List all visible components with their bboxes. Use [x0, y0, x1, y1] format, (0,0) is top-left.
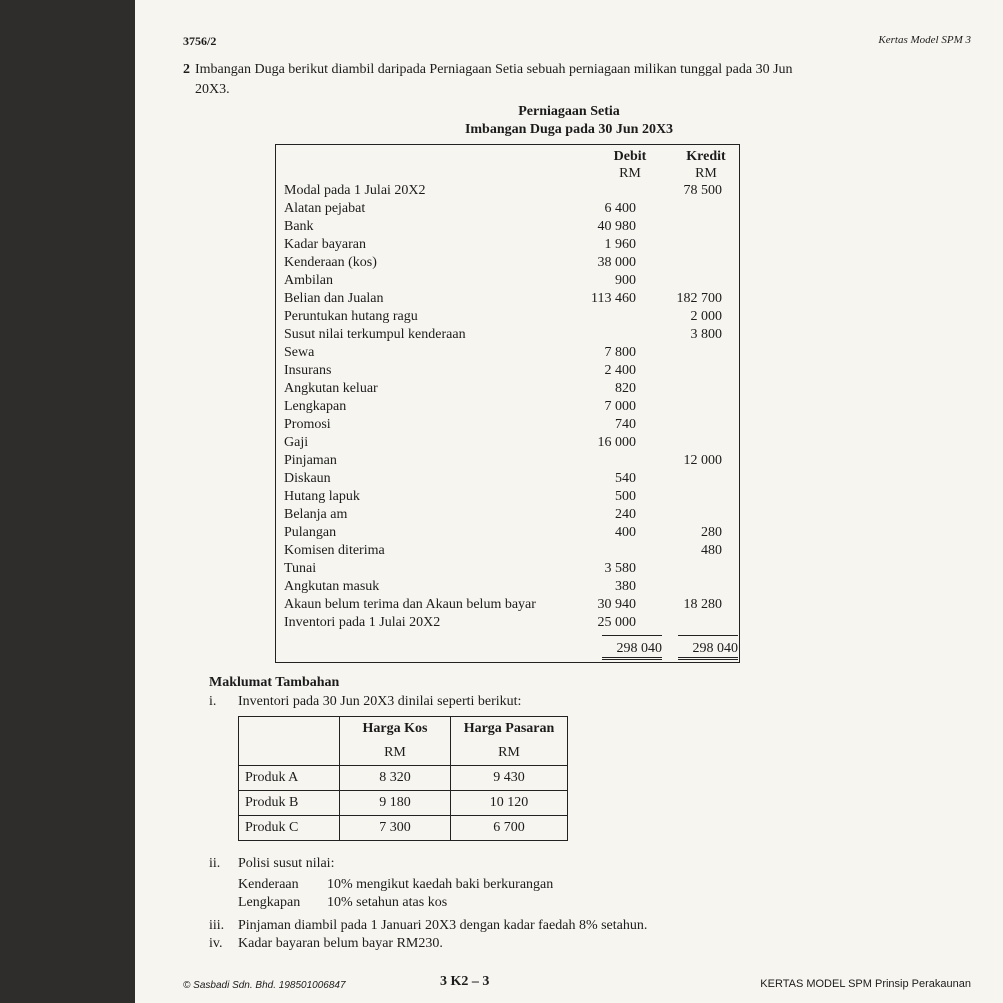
question-body: Imbangan Duga berikut diambil daripada Perniagaan Setia sebuah perniagaan milikan tunggal pada 30 Jun 20X3.	[195, 62, 793, 97]
product-cost: 7 300	[340, 816, 451, 841]
debit-amount: 1 960	[604, 237, 636, 252]
product-name: Produk B	[239, 791, 340, 816]
item-ii-label: ii.	[209, 856, 221, 871]
credit-double-line-2	[678, 659, 738, 660]
item-i-label: i.	[209, 694, 217, 709]
credit-unit: RM	[695, 166, 717, 181]
account-name: Insurans	[284, 363, 332, 378]
credit-sum-line	[678, 635, 738, 636]
account-name: Gaji	[284, 435, 309, 450]
table-row	[284, 237, 734, 255]
credit-amount: 480	[701, 543, 722, 558]
dep-equipment-text: 10% setahun atas kos	[327, 895, 448, 910]
debit-amount: 38 000	[597, 255, 636, 270]
table-row	[284, 597, 734, 615]
credit-amount: 182 700	[676, 291, 722, 306]
debit-amount: 240	[615, 507, 636, 522]
dep-equipment-name: Lengkapan	[238, 895, 301, 910]
item-iv-text: Kadar bayaran belum bayar RM230.	[238, 936, 443, 951]
account-name: Belian dan Jualan	[284, 291, 384, 306]
table-row	[284, 381, 734, 399]
product-cost: 8 320	[340, 766, 451, 791]
table-row	[239, 766, 568, 791]
table-row	[284, 183, 734, 201]
table-row	[284, 399, 734, 417]
debit-amount: 6 400	[604, 201, 636, 216]
table-row	[284, 525, 734, 543]
question-number: 2	[183, 62, 190, 77]
account-name: Komisen diterima	[284, 543, 385, 558]
question-text	[183, 60, 815, 100]
account-name: Promosi	[284, 417, 331, 432]
table-row	[284, 561, 734, 579]
credit-amount: 2 000	[690, 309, 722, 324]
account-name: Belanja am	[284, 507, 348, 522]
table-row	[284, 579, 734, 597]
table-row	[284, 471, 734, 489]
debit-amount: 40 980	[597, 219, 636, 234]
account-name: Akaun belum terima dan Akaun belum bayar	[284, 597, 536, 612]
table-row	[284, 219, 734, 237]
product-name: Produk C	[239, 816, 340, 841]
account-name: Alatan pejabat	[284, 201, 366, 216]
table-row	[284, 435, 734, 453]
account-name: Pinjaman	[284, 453, 337, 468]
item-i-text: Inventori pada 30 Jun 20X3 dinilai seperti berikut:	[238, 694, 522, 709]
company-name: Perniagaan Setia	[518, 104, 620, 119]
table-row	[284, 345, 734, 363]
account-name: Modal pada 1 Julai 20X2	[284, 183, 426, 198]
account-name: Kadar bayaran	[284, 237, 367, 252]
table-row	[284, 201, 734, 219]
account-name: Bank	[284, 219, 314, 234]
debit-amount: 820	[615, 381, 636, 396]
debit-unit: RM	[619, 166, 641, 181]
table-row	[284, 255, 734, 273]
account-name: Sewa	[284, 345, 315, 360]
account-name: Angkutan keluar	[284, 381, 378, 396]
trial-balance-table	[275, 144, 740, 663]
item-ii-text: Polisi susut nilai:	[238, 856, 335, 871]
trial-balance-rows	[284, 183, 734, 633]
debit-amount: 500	[615, 489, 636, 504]
table-row	[284, 363, 734, 381]
account-name: Susut nilai terkumpul kenderaan	[284, 327, 466, 342]
total-debit: 298 040	[616, 641, 662, 656]
table-row	[284, 273, 734, 291]
footer-publisher: © Sasbadi Sdn. Bhd. 198501006847	[183, 980, 346, 991]
product-market: 6 700	[451, 816, 568, 841]
inventory-table-corner	[239, 717, 340, 766]
account-name: Peruntukan hutang ragu	[284, 309, 418, 324]
debit-amount: 540	[615, 471, 636, 486]
table-row	[284, 543, 734, 561]
table-row	[284, 489, 734, 507]
account-name: Angkutan masuk	[284, 579, 380, 594]
debit-amount: 30 940	[597, 597, 636, 612]
account-name: Kenderaan (kos)	[284, 255, 377, 270]
dep-vehicle-name: Kenderaan	[238, 877, 299, 892]
credit-double-line-1	[678, 657, 738, 658]
paper-series: Kertas Model SPM 3	[878, 34, 971, 46]
account-name: Hutang lapuk	[284, 489, 360, 504]
product-cost: 9 180	[340, 791, 451, 816]
debit-amount: 2 400	[604, 363, 636, 378]
table-row	[284, 453, 734, 471]
item-iii-label: iii.	[209, 918, 225, 933]
debit-amount: 400	[615, 525, 636, 540]
cost-header: Harga Kos	[340, 717, 451, 742]
product-market: 9 430	[451, 766, 568, 791]
item-iii-text: Pinjaman diambil pada 1 Januari 20X3 dengan kadar faedah 8% setahun.	[238, 918, 648, 933]
credit-amount: 12 000	[683, 453, 722, 468]
debit-header: Debit	[613, 149, 647, 164]
footer-title: KERTAS MODEL SPM Prinsip Perakaunan	[760, 978, 971, 990]
document-page	[135, 0, 1003, 1003]
debit-amount: 113 460	[591, 291, 636, 306]
table-row	[284, 417, 734, 435]
inventory-table	[238, 716, 568, 841]
total-credit: 298 040	[692, 641, 738, 656]
account-name: Tunai	[284, 561, 317, 576]
table-row	[284, 507, 734, 525]
product-name: Produk A	[239, 766, 340, 791]
credit-amount: 280	[701, 525, 722, 540]
debit-amount: 900	[615, 273, 636, 288]
credit-amount: 18 280	[683, 597, 722, 612]
market-header: Harga Pasaran	[451, 717, 568, 742]
debit-sum-line	[602, 635, 662, 636]
account-name: Inventori pada 1 Julai 20X2	[284, 615, 441, 630]
account-name: Diskaun	[284, 471, 331, 486]
paper-code: 3756/2	[183, 34, 217, 48]
debit-amount: 7 000	[604, 399, 636, 414]
account-name: Pulangan	[284, 525, 337, 540]
market-unit: RM	[451, 741, 568, 766]
table-row	[284, 309, 734, 327]
footer-page-number: 3 K2 – 3	[440, 974, 490, 989]
item-iv-label: iv.	[209, 936, 223, 951]
account-name: Ambilan	[284, 273, 333, 288]
credit-header: Kredit	[686, 149, 726, 164]
trial-balance-title: Imbangan Duga pada 30 Jun 20X3	[464, 122, 674, 137]
debit-amount: 740	[615, 417, 636, 432]
table-row	[284, 615, 734, 633]
table-row	[284, 291, 734, 309]
table-row	[239, 816, 568, 841]
cost-unit: RM	[340, 741, 451, 766]
debit-double-line-2	[602, 659, 662, 660]
product-market: 10 120	[451, 791, 568, 816]
debit-amount: 16 000	[597, 435, 636, 450]
debit-amount: 25 000	[597, 615, 636, 630]
dep-vehicle-text: 10% mengikut kaedah baki berkurangan	[327, 877, 554, 892]
account-name: Lengkapan	[284, 399, 347, 414]
credit-amount: 3 800	[690, 327, 722, 342]
credit-amount: 78 500	[683, 183, 722, 198]
debit-amount: 7 800	[604, 345, 636, 360]
table-row	[284, 327, 734, 345]
additional-info-heading: Maklumat Tambahan	[209, 675, 340, 690]
debit-amount: 380	[615, 579, 636, 594]
debit-amount: 3 580	[604, 561, 636, 576]
table-row	[239, 791, 568, 816]
debit-double-line-1	[602, 657, 662, 658]
